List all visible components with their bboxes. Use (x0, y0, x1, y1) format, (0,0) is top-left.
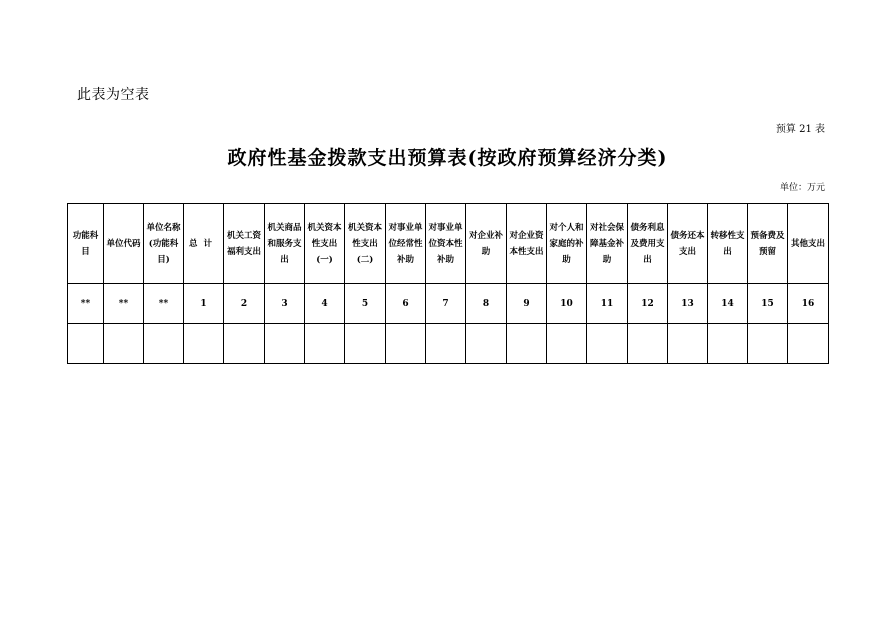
empty-cell (668, 324, 708, 364)
index-cell: 14 (708, 284, 748, 324)
index-cell: 4 (305, 284, 345, 324)
index-cell: 6 (386, 284, 426, 324)
index-cell: 1 (184, 284, 224, 324)
header-cell: 总计 (184, 204, 224, 284)
empty-cell (587, 324, 628, 364)
index-cell: ** (68, 284, 104, 324)
header-cell: 机关资本性支出(二) (345, 204, 386, 284)
header-cell: 机关商品和服务支出 (265, 204, 305, 284)
budget-table (67, 203, 829, 364)
empty-cell (507, 324, 547, 364)
header-cell: 单位名称(功能科目) (144, 204, 184, 284)
unit-label: 单位：万元 (779, 183, 825, 193)
header-cell: 功能科目 (68, 204, 104, 284)
header-cell: 债务还本支出 (668, 204, 708, 284)
index-cell: 2 (224, 284, 265, 324)
header-cell: 对事业单位经常性补助 (386, 204, 426, 284)
empty-cell (68, 324, 104, 364)
header-cell: 单位代码 (104, 204, 144, 284)
empty-cell (184, 324, 224, 364)
page-title: 政府性基金拨款支出预算表(按政府预算经济分类) (227, 147, 668, 169)
empty-cell (386, 324, 426, 364)
index-cell: 16 (788, 284, 829, 324)
index-cell: 13 (668, 284, 708, 324)
empty-cell (144, 324, 184, 364)
empty-cell (628, 324, 668, 364)
index-cell: 15 (748, 284, 788, 324)
index-cell: 7 (426, 284, 466, 324)
header-cell: 对个人和家庭的补助 (547, 204, 587, 284)
empty-cell (426, 324, 466, 364)
empty-cell (466, 324, 507, 364)
empty-table-note: 此表为空表 (77, 87, 150, 103)
index-cell: 10 (547, 284, 587, 324)
header-cell: 机关资本性支出(一) (305, 204, 345, 284)
index-cell: ** (104, 284, 144, 324)
empty-cell (265, 324, 305, 364)
header-cell: 债务利息及费用支出 (628, 204, 668, 284)
table-number: 预算 21 表 (775, 124, 825, 135)
index-row (68, 284, 829, 324)
header-cell: 对企业补助 (466, 204, 507, 284)
header-cell: 其他支出 (788, 204, 829, 284)
empty-cell (224, 324, 265, 364)
empty-cell (547, 324, 587, 364)
header-row (68, 204, 829, 284)
header-cell: 对事业单位资本性补助 (426, 204, 466, 284)
empty-data-row (68, 324, 829, 364)
index-cell: 12 (628, 284, 668, 324)
header-cell: 预备费及预留 (748, 204, 788, 284)
index-cell: 9 (507, 284, 547, 324)
empty-cell (788, 324, 829, 364)
index-cell: 5 (345, 284, 386, 324)
empty-cell (104, 324, 144, 364)
empty-cell (708, 324, 748, 364)
empty-cell (305, 324, 345, 364)
empty-cell (345, 324, 386, 364)
index-cell: 8 (466, 284, 507, 324)
index-cell: 3 (265, 284, 305, 324)
header-cell: 对企业资本性支出 (507, 204, 547, 284)
header-cell: 转移性支出 (708, 204, 748, 284)
header-cell: 对社会保障基金补助 (587, 204, 628, 284)
index-cell: ** (144, 284, 184, 324)
header-cell: 机关工资福利支出 (224, 204, 265, 284)
empty-cell (748, 324, 788, 364)
index-cell: 11 (587, 284, 628, 324)
